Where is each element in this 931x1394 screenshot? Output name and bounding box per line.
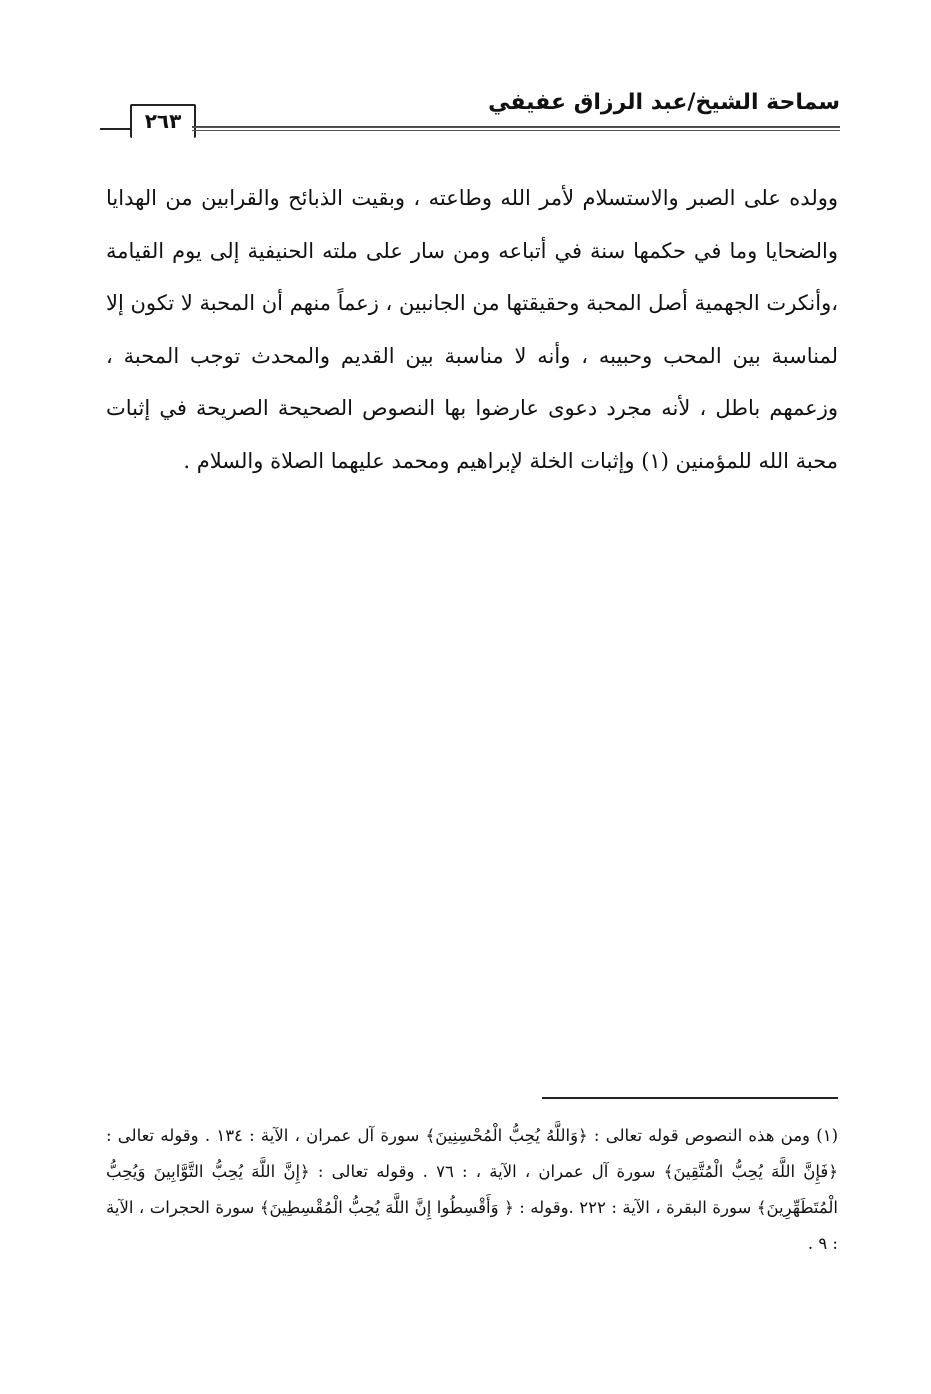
body-paragraph: وولده على الصبر والاستسلام لأمر الله وطاعته ، وبقيت الذبائح والقرابين من الهدايا والضحايا وما في حكمها سنة في أتباعه ومن سار على ملته الحنيفية إلى يوم القيامة ،وأنكرت الجهمية أصل المحبة وحقيقتها من الجانبين ، زعماً منهم أن المحبة لا تكون إلا لمناسبة بين المحب وحبيبه ، وأنه لا مناسبة بين القديم والمحدث توجب المحبة ، وزعمهم باطل ، لأنه مجرد دعوى عارضوا بها النصوص الصحيحة الصريحة في إثبات محبة الله للمؤمنين (١) وإثبات الخلة لإبراهيم ومحمد عليهما الصلاة والسلام . (106, 186, 838, 473)
running-header (100, 86, 840, 148)
footnote-separator (542, 1097, 838, 1099)
footnote-1: (١) ومن هذه النصوص قوله تعالى : ﴿وَاللَّهُ يُحِبُّ الْمُحْسِنِينَ﴾ سورة آل عمران ، الآية : ١٣٤ . وقوله تعالى : ﴿فَإِنَّ اللَّهَ يُحِبُّ الْمُتَّقِينَ﴾ سورة آل عمران ، الآية ، : ٧٦ . وقوله تعالى : ﴿إِنَّ اللَّهَ يُحِبُّ التَّوَّابِينَ وَيُحِبُّ الْمُتَطَهِّرِينَ﴾ سورة البقرة ، الآية : ٢٢٢ .وقوله : ﴿ وَأَقْسِطُوا إِنَّ اللَّهَ يُحِبُّ الْمُقْسِطِينَ﴾ سورة الحجرات ، الآية : ٩ . (106, 1126, 838, 1253)
footnotes (106, 1118, 838, 1262)
header-title: سماحة الشيخ/عبد الرزاق عفيفي (488, 90, 840, 115)
header-rule-left (100, 128, 130, 130)
page-number: ٢٦٣ (130, 104, 196, 138)
header-rule (192, 126, 840, 131)
body-text (106, 172, 838, 487)
